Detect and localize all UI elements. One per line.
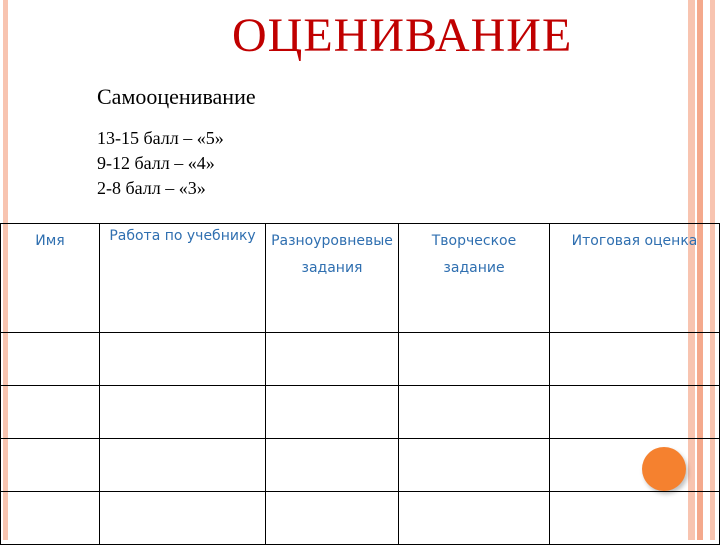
grade-scale-line: 9-12 балл – «4» (97, 153, 215, 173)
table-cell[interactable] (550, 492, 720, 545)
table-cell[interactable] (100, 492, 266, 545)
table-cell[interactable] (266, 333, 399, 386)
subtitle: Самооценивание (97, 84, 256, 109)
table-cell[interactable] (266, 439, 399, 492)
table-row (1, 386, 720, 439)
table-cell[interactable] (100, 439, 266, 492)
table-cell[interactable] (1, 333, 100, 386)
table-row (1, 439, 720, 492)
evaluation-table (0, 223, 720, 545)
table-cell[interactable] (100, 386, 266, 439)
slide-title: ОЦЕНИВАНИЕ (232, 9, 573, 62)
table-cell[interactable] (100, 333, 266, 386)
grade-scale-line: 13-15 балл – «5» (97, 128, 224, 148)
table-cell[interactable] (550, 333, 720, 386)
header-creative-task: Творческое задание (399, 224, 550, 333)
header-final-grade: Итоговая оценка (550, 224, 720, 333)
header-name: Имя (1, 224, 100, 333)
table-row (1, 492, 720, 545)
table-cell[interactable] (550, 439, 720, 492)
table-cell[interactable] (550, 386, 720, 439)
table-cell[interactable] (1, 492, 100, 545)
table-cell[interactable] (399, 439, 550, 492)
header-textbook-work: Работа по учебнику (100, 224, 266, 333)
grade-scale-line: 2-8 балл – «3» (97, 178, 206, 198)
table-cell[interactable] (266, 386, 399, 439)
table-header-row (1, 224, 720, 333)
table-cell[interactable] (399, 333, 550, 386)
table-row (1, 333, 720, 386)
table-cell[interactable] (399, 492, 550, 545)
table-cell[interactable] (399, 386, 550, 439)
table-cell[interactable] (1, 439, 100, 492)
orange-circle-decoration (642, 447, 686, 491)
table-cell[interactable] (266, 492, 399, 545)
header-multilevel-tasks: Разноуровневые задания (266, 224, 399, 333)
table-cell[interactable] (1, 386, 100, 439)
